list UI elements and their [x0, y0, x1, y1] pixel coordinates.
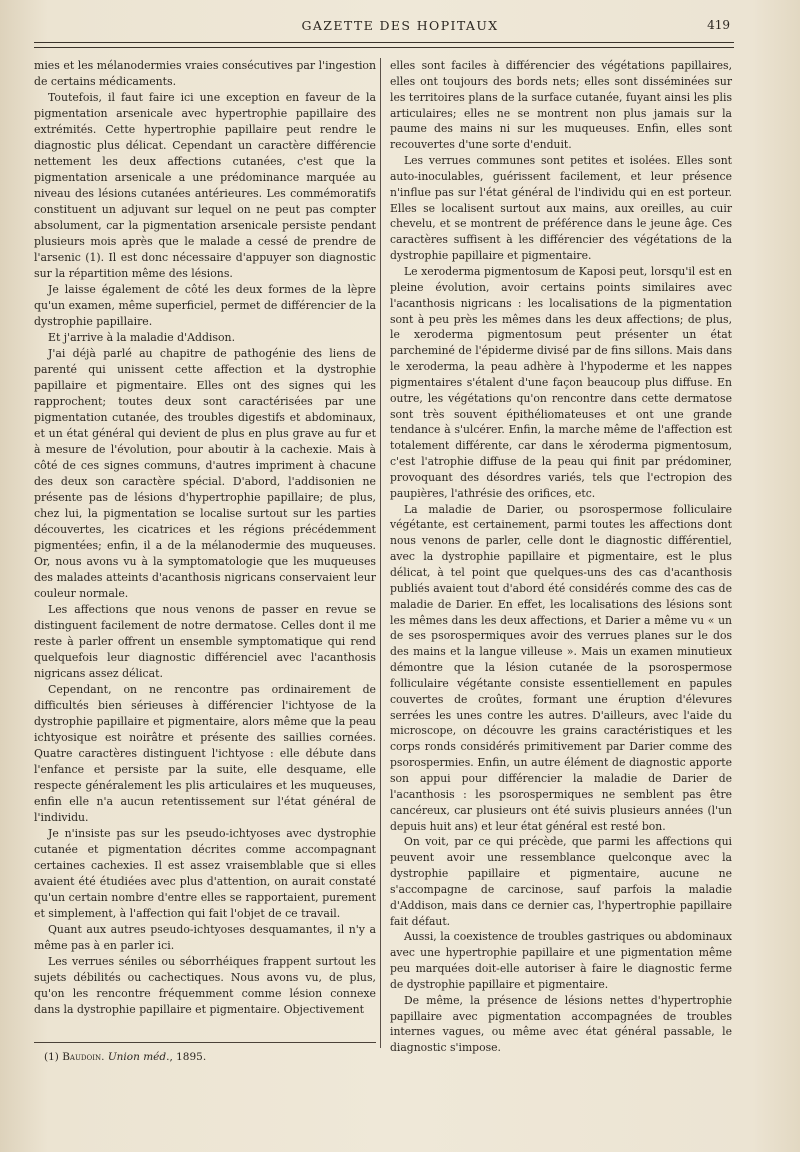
- paragraph: La maladie de Darier, ou psorospermose folliculaire végétante, est certainement, parmi toutes les affections dont nous venons de parler, celle dont le diagnostic différentiel, avec la dystrophie papillaire et pigmentaire, est le plus délicat, à tel point que quelques-uns des cas d'acanthosis publiés avaient tout d'abord été considérés comme des cas de maladie de Darier. En effet, les localisations des lésions sont les mêmes dans les deux affections, et Darier a même vu « un de ses psorospermiques avoir des verrues planes sur le dos des mains et la langue villeuse ». Mais un examen minutieux démontre que la lésion cutanée de la psorospermose folliculaire végétante consiste essentiellement en papules couvertes de croûtes, formant une éruption d'élevures serrées les unes contre les autres. D'ailleurs, avec l'aide du microscope, on découvre les grains caractéristiques et les corps ronds considérés primitivement par Darier comme des psorospermies. Enfin, un autre élément de diagnostic apporte son appui pour différencier la maladie de Darier de l'acanthosis : les psorospermiques ne semblent pas être cancéreux, car plusieurs ont été suivis plusieurs années (l'un depuis huit ans) et leur état général est resté bon.: [390, 502, 732, 833]
- column-divider: [380, 58, 381, 1048]
- paragraph: mies et les mélanodermies vraies consécutives par l'ingestion de certains médicaments.: [34, 59, 376, 88]
- footnote-marker: (1): [44, 1051, 59, 1063]
- paragraph: Aussi, la coexistence de troubles gastriques ou abdominaux avec une hypertrophie papillaire et une pigmentation même peu marquées doit-elle autoriser à faire le diagnostic ferme de dystrophie papillaire et pigmentaire.: [390, 930, 732, 991]
- paragraph: Quant aux autres pseudo-ichtyoses desquamantes, il n'y a même pas à en parler ici.: [34, 923, 376, 952]
- footnote-rule: [34, 1042, 376, 1043]
- footnote-author: Baudoin.: [62, 1051, 105, 1063]
- right-column: [390, 58, 732, 1056]
- page-number: 419: [707, 18, 730, 32]
- running-head: [0, 18, 800, 40]
- paragraph: Le xeroderma pigmentosum de Kaposi peut, lorsqu'il est en pleine évolution, avoir certains points similaires avec l'acanthosis nigricans : les localisations de la pigmentation sont à peu près les mêmes dans les deux affections; de plus, le xeroderma pigmentosum peut présenter un état parcheminé de l'épiderme divisé par de fins sillons. Mais dans le xeroderma, la peau adhère à l'hypoderme et les nappes pigmentaires s'étalent d'une façon beaucoup plus diffuse. En outre, les végétations qu'on rencontre dans cette dermatose sont très souvent épithéliomateuses et ont une grande tendance à s'ulcérer. Enfin, la marche même de l'affection est totalement différente, car dans le xéroderma pigmentosum, c'est l'atrophie diffuse de la peau qui finit par prédominer, provoquant des désordres variés, tels que l'ectropion des paupières, l'athrésie des orifices, etc.: [390, 264, 732, 500]
- left-column: [34, 58, 376, 1018]
- paragraph: elles sont faciles à différencier des végétations papillaires, elles ont toujours des bords nets; elles sont disséminées sur les territoires plans de la surface cutanée, fuyant ainsi les plis articulaires; elles ne se montrent non plus jamais sur la paume des mains ni sur les muqueuses. Enfin, elles sont recouvertes d'une sorte d'enduit.: [390, 59, 732, 152]
- footnote: [44, 1050, 374, 1064]
- paragraph: J'ai déjà parlé au chapitre de pathogénie des liens de parenté qui unissent cette affection et la dystrophie papillaire et pigmentaire. Elles ont des signes qui les rapprochent; toutes deux sont caractérisées par une pigmentation cutanée, des troubles digestifs et abdominaux, et un état général qui devient de plus en plus grave au fur et à mesure de l'évolution, pour aboutir à la cachexie. Mais à côté de ces signes communs, d'autres impriment à chacune des deux son caractère spécial. D'abord, l'addisonien ne présente pas de lésions d'hypertrophie papillaire; de plus, chez lui, la pigmentation se localise surtout sur les parties découvertes, les cicatrices et les régions précédemment pigmentées; enfin, il a de la mélanodermie des muqueuses. Or, nous avons vu à la symptomatologie que les muqueuses des malades atteints d'acanthosis nigricans conservaient leur couleur normale.: [34, 347, 376, 600]
- paragraph: Les verrues séniles ou séborrhéiques frappent surtout les sujets débilités ou cachectiques. Nous avons vu, de plus, qu'on les rencontre fréquemment comme lésion connexe dans la dystrophie papillaire et pigmentaire. Objectivement: [34, 955, 376, 1016]
- footnote-year: , 1895.: [169, 1051, 207, 1063]
- header-rule-thick: [34, 42, 734, 43]
- paragraph: Cependant, on ne rencontre pas ordinairement de difficultés bien sérieuses à différencier l'ichtyose de la dystrophie papillaire et pigmentaire, alors même que la peau ichtyosique est noirâtre et présente des saillies cornées. Quatre caractères distinguent l'ichtyose : elle débute dans l'enfance et persiste par la suite, elle desquame, elle respecte généralement les plis articulaires et les muqueuses, enfin elle n'a aucun retentissement sur l'état général de l'individu.: [34, 683, 376, 824]
- paragraph: On voit, par ce qui précède, que parmi les affections qui peuvent avoir une ressemblance quelconque avec la dystrophie papillaire et pigmentaire, aucune ne s'accompagne de carcinose, sauf parfois la maladie d'Addison, mais dans ce dernier cas, l'hypertrophie papillaire fait défaut.: [390, 835, 732, 928]
- paragraph: Toutefois, il faut faire ici une exception en faveur de la pigmentation arsenicale avec hypertrophie papillaire des extrémités. Cette hypertrophie papillaire peut rendre le diagnostic plus délicat. Cependant un caractère différencie nettement les deux affections cutanées, c'est que la pigmentation arsenicale a une prédominance marquée au niveau des lésions cutanées antérieures. Les commémoratifs constituent un adjuvant sur lequel on ne peut pas compter absolument, car la pigmentation arsenicale persiste pendant plusieurs mois après que le malade a cessé de prendre de l'arsenic (1). Il est donc nécessaire d'appuyer son diagnostic sur la répartition même des lésions.: [34, 91, 376, 280]
- paragraph: Et j'arrive à la maladie d'Addison.: [48, 331, 236, 344]
- paragraph: Je laisse également de côté les deux formes de la lèpre qu'un examen, même superficiel, permet de différencier de la dystrophie papillaire.: [34, 283, 376, 328]
- running-title: GAZETTE DES HOPITAUX: [301, 18, 499, 33]
- paragraph: Les verrues communes sont petites et isolées. Elles sont auto-inoculables, guérissent facilement, et leur présence n'influe pas sur l'état général de l'individu qui en est porteur. Elles se localisent surtout aux mains, aux oreilles, au cuir chevelu, et se montrent de préférence dans le jeune âge. Ces caractères suffisent à les différencier des végétations de la dystrophie papillaire et pigmentaire.: [390, 154, 732, 263]
- paragraph: Les affections que nous venons de passer en revue se distinguent facilement de notre dermatose. Celles dont il me reste à parler offrent un ensemble symptomatique qui rend quelquefois leur diagnostic différenciel avec l'acanthosis nigricans assez délicat.: [34, 603, 376, 680]
- paragraph: Je n'insiste pas sur les pseudo-ichtyoses avec dystrophie cutanée et pigmentation décrites comme accompagnant certaines cachexies. Il est assez vraisemblable que si elles avaient été étudiées avec plus d'attention, on aurait constaté qu'un certain nombre d'entre elles se rapportaient, purement et simplement, à l'affection qui fait l'objet de ce travail.: [34, 827, 376, 920]
- header-rule-thin: [34, 47, 734, 48]
- paragraph: De même, la présence de lésions nettes d'hypertrophie papillaire avec pigmentation accompagnées de troubles internes vagues, ou même avec état général passable, le diagnostic s'impose.: [390, 993, 732, 1055]
- footnote-source: Union méd.: [107, 1051, 170, 1063]
